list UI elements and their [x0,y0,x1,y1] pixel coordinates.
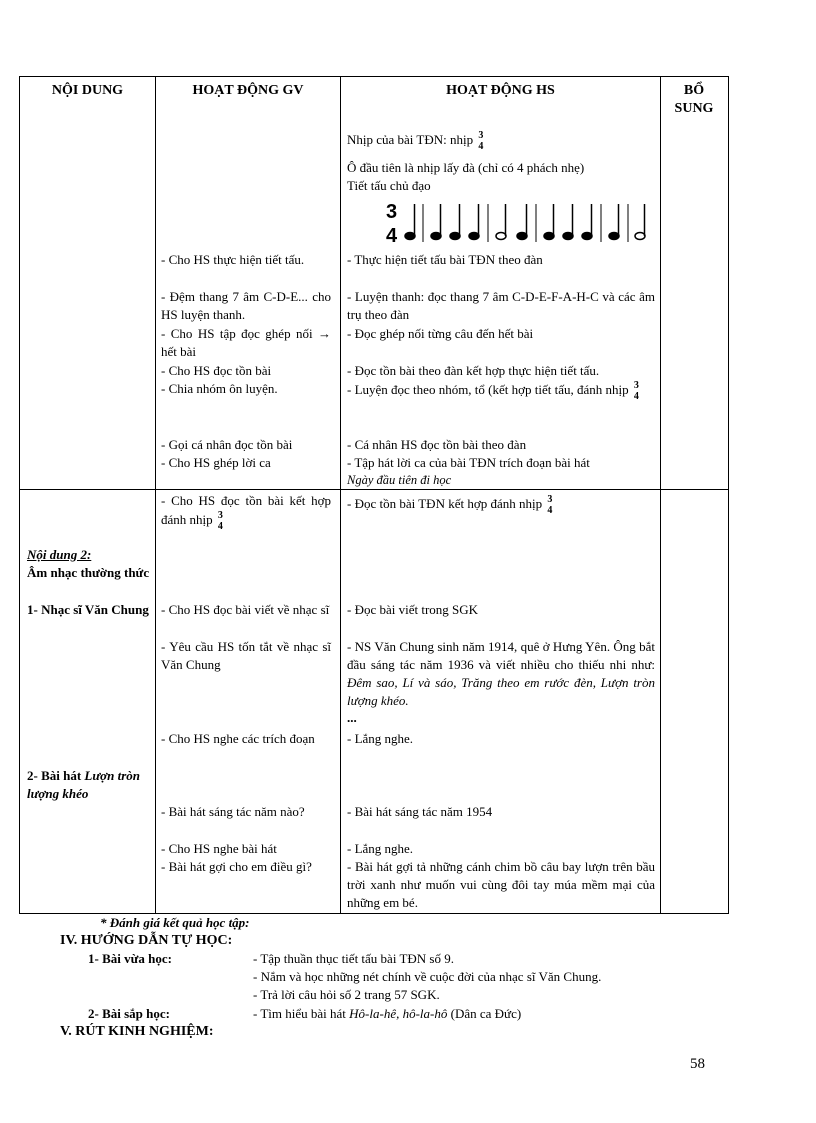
s2-student-item-6: - Lắng nghe. [347,841,414,856]
section2-item-1: 1- Nhạc sĩ Văn Chung [27,602,149,617]
rhythm-notation [380,196,660,248]
first-bar-note: Ô đầu tiên là nhịp lấy đà (chỉ có 4 phách nhẹ) [347,160,585,175]
time-signature: 3 4 [478,130,484,152]
section2-subtitle: Âm nhạc thường thức [27,565,150,580]
time-sig-top: 3 [386,201,398,223]
student-item-4: - Đọc tồn bài theo đàn kết hợp thực hiện tiết tấu. [347,363,600,378]
teacher-item-5: - Chia nhóm ôn luyện. [161,381,278,396]
s2-teacher-item-1: - Cho HS đọc tồn bài kết hợp đánh nhịp 3 4 [161,493,331,532]
s2-teacher-item-7: - Bài hát gợi cho em điều gì? [161,859,312,874]
note-quarter [517,233,527,240]
s2-teacher-item-3: - Yêu cầu HS tốn tắt về nhạc sĩ Văn Chung [161,639,331,672]
section5-heading: V. RÚT KINH NGHIỆM: [60,1024,214,1039]
teacher-item-4: - Cho HS đọc tồn bài [161,363,272,378]
student-item-3: - Đọc ghép nối từng câu đến hết bài [347,326,534,341]
s2-teacher-item-5: - Bài hát sáng tác năm nào? [161,804,305,819]
note-quarter [609,233,619,240]
header-student: HOẠT ĐỘNG HS [446,83,555,98]
just-learned-item-2: - Nắm và học những nét chính về cuộc đời của nhạc sĩ Văn Chung. [253,969,602,984]
s2-student-item-7: - Bài hát gợi tả những cánh chim bồ câu bay lượn trên bầu trời xanh như muốn vui cùng đôi tay múa mềm mại của những em bé. [347,859,655,910]
time-signature-small: 3 4 [547,494,553,516]
note-quarter [431,233,441,240]
note-quarter [563,233,573,240]
note-quarter [544,233,554,240]
section2-item-2: 2- Bài hát Lượn tròn lượng khéo [27,768,141,801]
teacher-item-7: - Cho HS ghép lời ca [161,455,271,470]
s2-student-item-4: - Lắng nghe. [347,731,414,746]
s2-student-ellipsis: ... [347,710,357,725]
teacher-item-2: - Đệm thang 7 âm C-D-E... cho HS luyện thanh. [161,289,331,322]
main-rhythm-label: Tiết tấu chủ đạo [347,178,431,193]
student-item-7-song: Ngày đầu tiên đi học [347,473,452,487]
student-item-6: - Cá nhân HS đọc tồn bài theo đàn [347,437,527,452]
table-col-divider-1 [155,76,156,914]
header-teacher: HOẠT ĐỘNG GV [192,83,304,98]
next-lesson-item: - Tìm hiểu bài hát Hô-la-hê, hô-la-hô (Dân ca Đức) [253,1006,522,1021]
header-extra: BỔ SUNG [674,83,714,116]
table-right-border [728,76,729,914]
note-quarter [405,233,415,240]
time-sig-bottom: 4 [386,225,398,247]
time-signature-small: 3 4 [217,510,223,532]
next-lesson-label: 2- Bài sắp học: [88,1006,170,1021]
student-item-7: - Tập hát lời ca của bài TĐN trích đoạn bài hát [347,455,590,470]
table-top-border [19,76,729,77]
student-item-5: - Luyện đọc theo nhóm, tổ (kết hợp tiết tấu, đánh nhịp 3 4 [347,380,639,402]
note-quarter [469,233,479,240]
s2-teacher-item-6: - Cho HS nghe bài hát [161,841,277,856]
evaluation-heading: * Đánh giá kết quả học tập: [100,915,250,930]
s2-student-item-3: - NS Văn Chung sinh năm 1914, quê ở Hưng Yên. Ông bắt đầu sáng tác năm 1936 và viết nhiều cho thiếu nhi như: Đêm sao, Lí và sáo, Trăng theo em rước đèn, Lượn tròn lượng khéo. [347,639,655,708]
note-quarter [582,233,592,240]
page-number: 58 [690,1056,705,1072]
section2-title: Nội dung 2: [27,547,92,562]
teacher-item-6: - Gọi cá nhân đọc tồn bài [161,437,293,452]
table-left-border [19,76,20,914]
note-half [496,233,506,240]
s2-student-item-2: - Đọc bài viết trong SGK [347,602,479,617]
meter-line [347,130,657,152]
s2-student-item-5: - Bài hát sáng tác năm 1954 [347,804,493,819]
table-col-divider-3 [660,76,661,914]
s2-teacher-item-2: - Cho HS đọc bài viết về nhạc sĩ [161,602,330,617]
note-quarter [450,233,460,240]
header-content: NỘI DUNG [51,83,124,98]
just-learned-label: 1- Bài vừa học: [88,951,172,966]
table-row-divider [19,489,729,490]
teacher-item-1: - Cho HS thực hiện tiết tấu. [161,252,305,267]
teacher-item-3: - Cho HS tập đọc ghép nối → hết bài [161,326,331,359]
s2-student-item-1: - Đọc tồn bài TĐN kết hợp đánh nhịp 3 4 [347,494,553,516]
meter-text: Nhịp của bài TĐN: nhịp [347,131,474,147]
section4-heading: IV. HƯỚNG DẪN TỰ HỌC: [60,933,233,948]
student-item-1: - Thực hiện tiết tấu bài TĐN theo đàn [347,252,543,267]
just-learned-item-3: - Trả lời câu hỏi số 2 trang 57 SGK. [253,987,440,1002]
time-signature-small: 3 4 [633,380,639,402]
note-half [635,233,645,240]
just-learned-item-1: - Tập thuần thục tiết tấu bài TĐN số 9. [253,951,454,966]
student-item-2: - Luyện thanh: đọc thang 7 âm C-D-E-F-A-H-C và các âm trụ theo đàn [347,289,655,322]
table-col-divider-2 [340,76,341,914]
s2-teacher-item-4: - Cho HS nghe các trích đoạn [161,731,315,746]
